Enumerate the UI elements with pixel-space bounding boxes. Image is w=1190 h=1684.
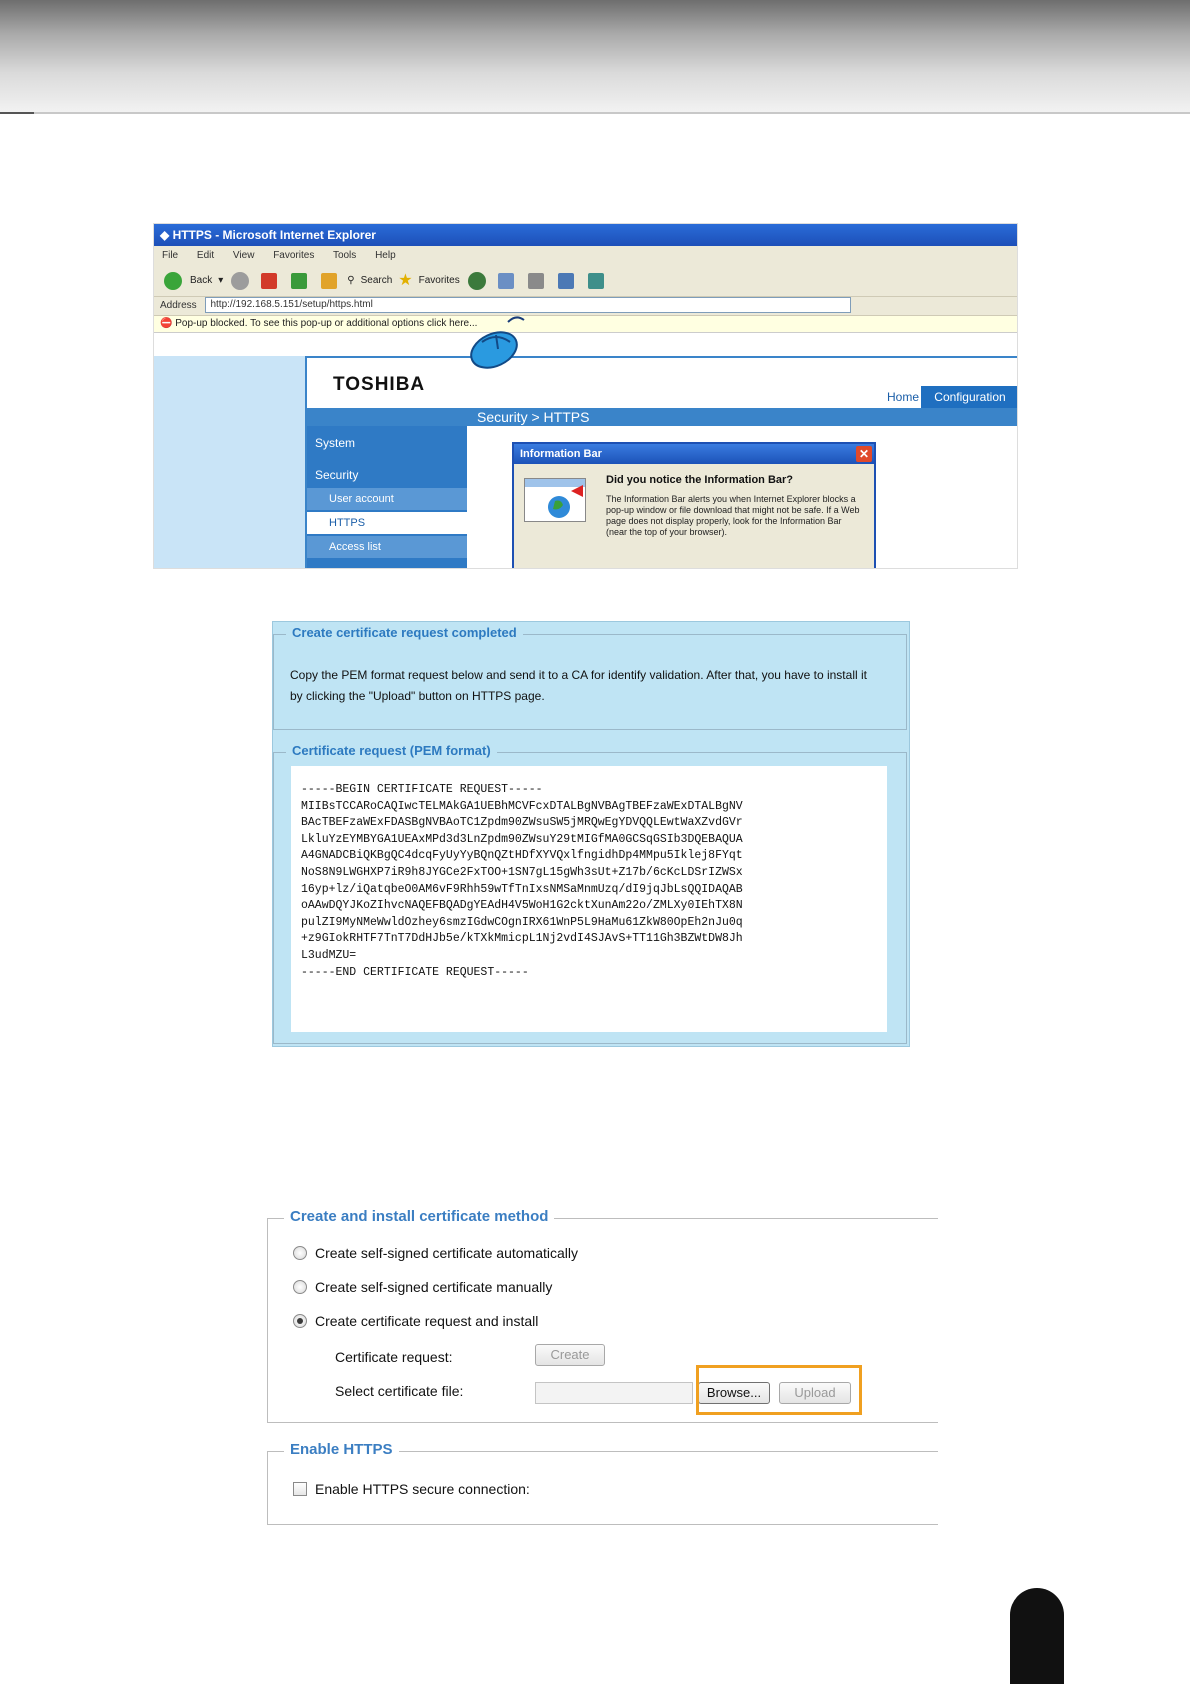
forward-arrow-icon[interactable] [231,272,249,290]
dropdown-arrow-icon[interactable]: ▾ [218,275,224,286]
page-header-band [0,0,1190,114]
option-self-signed-auto[interactable] [293,1245,578,1261]
favorites-button-label[interactable]: Favorites [418,275,460,286]
menu-file[interactable]: File [162,250,179,261]
sidebar [307,426,467,569]
address-label: Address [160,300,197,311]
sidebar-item-access-list[interactable] [307,536,467,558]
menu-edit[interactable]: Edit [196,250,215,261]
enable-https-checkbox[interactable] [293,1482,307,1496]
header-rule [0,112,34,114]
pem-request-textarea[interactable]: -----BEGIN CERTIFICATE REQUEST----- MIIBsTCCARoCAQIwcTELMAkGA1UEBhMCVFcxDTALBgNVBAgTBEFzaWExDTALBgNV BAcTBEFzaWExFDASBgNVBAoTC1Zpdm90ZWsuSW5jMRQwEgYDVQQLEwtWaXZvdGVr LkluYzEYMBYGA1UEAxMPd3d3LnZpdm90ZWsuY29tMIGfMA0GCSqGSIb3DQEBAQUA A4GNADCBiQKBgQC4dcqFyUyYyBQnQZtHDfXYVQxlfngidhDp4MMpu5Iklej8FYqt NoS8N9LWGHXP7iR9h8JYGCe2FxTOO+1SN7gL15gWh3sUt+Z17b/6cKcLDSrIZWSx 16yp+lz/iQatqbeO0AM6vF9Rhh59wTfTnIxsNMSaMnmUzq/dI9jqJbLsQQIDAQAB oAAwDQYJKoZIhvcNAQEFBQADgYEAdH4V5WoH1G2cktXunAm22o/ZMLXy0IEhTX8N pulZI9MyNMeWwldOzhey6smzIGdwCOgnIRX61WnP5L9HaMu61ZkW80OpEh2nJu0q +z9GIokRHTF7TnT7DdHJb5e/kTXkMmicpL1Nj2vdI4SJAvS+TT11Gh3BZWtDW8Jh L3udMZU= -----END CERTIFICATE REQUEST----- [291,766,887,1032]
popup-blocked-icon: ⛔ [160,318,176,329]
breadcrumb [307,408,1018,426]
close-icon[interactable]: ✕ [856,446,872,462]
select-file-label: Select certificate file: [335,1383,464,1399]
search-icon[interactable]: ⚲ [347,275,355,286]
sidebar-item-label: Access list [329,541,381,553]
sidebar-item-label: HTTPS [329,517,366,529]
mail-icon[interactable] [498,273,514,289]
information-bar-illustration-icon [524,478,586,522]
stop-icon[interactable] [261,273,277,289]
page-number-tab [1010,1588,1064,1684]
pem-request-legend: Certificate request (PEM format) [286,743,497,758]
request-completed-legend: Create certificate request completed [286,625,523,640]
home-icon[interactable] [321,273,337,289]
search-button-label[interactable]: Search [360,275,393,286]
enable-https-label[interactable]: Enable HTTPS secure connection: [315,1481,530,1497]
dialog-body [514,464,874,569]
install-method-screenshot [267,1205,937,1524]
nav-home-link[interactable]: Home [886,390,919,404]
back-button-label[interactable]: Back [190,275,213,286]
request-completed-fieldset [273,625,907,730]
messenger-icon[interactable] [588,273,604,289]
radio-self-signed-manual[interactable] [293,1280,307,1294]
refresh-icon[interactable] [291,273,307,289]
sidebar-item-system[interactable]: System [315,436,356,450]
favorites-star-icon[interactable]: ★ [398,272,413,289]
install-method-legend: Create and install certificate method [284,1208,554,1225]
browser-toolbar [154,266,1017,297]
browse-button[interactable]: Browse... [698,1382,770,1404]
menu-help[interactable]: Help [375,250,396,261]
back-arrow-icon[interactable] [164,272,182,290]
upload-button[interactable]: Upload [779,1382,851,1404]
enable-https-legend: Enable HTTPS [284,1441,399,1458]
print-icon[interactable] [528,273,544,289]
request-completed-text: Copy the PEM format request below and send it to a CA for identify validation. After that, you have to install it by clicking the "Upload" button on HTTPS page. [290,668,867,703]
toshiba-logo: TOSHIBA [333,374,426,395]
sidebar-item-user-account[interactable] [307,488,467,510]
option-self-signed-manual-label[interactable]: Create self-signed certificate manually [315,1279,553,1295]
ie-logo-icon: ◆ [160,228,173,242]
mouse-click-icon [468,316,536,372]
browser-menu-bar [154,246,1017,266]
dialog-title-bar [514,444,874,464]
dialog-text: The Information Bar alerts you when Internet Explorer blocks a pop-up window or file download that might not be safe. If a Web page does not display properly, look for the Information Bar (near the top of your browser). [606,494,860,537]
sidebar-item-security[interactable]: Security [315,468,359,482]
browser-title: HTTPS - Microsoft Internet Explorer [172,228,376,242]
menu-view[interactable]: View [232,250,255,261]
sidebar-item-label: User account [329,493,394,505]
edit-icon[interactable] [558,273,574,289]
menu-favorites[interactable]: Favorites [273,250,315,261]
create-button[interactable]: Create [535,1344,605,1366]
option-request-install-label[interactable]: Create certificate request and install [315,1313,539,1329]
address-input[interactable]: http://192.168.5.151/setup/https.html [205,297,851,313]
sidebar-item-https[interactable] [307,512,467,534]
option-self-signed-manual[interactable] [293,1279,552,1295]
cert-request-label: Certificate request: [335,1349,453,1365]
enable-https-option[interactable] [293,1481,530,1497]
information-bar-text[interactable]: Pop-up blocked. To see this pop-up or additional options click here... [175,318,478,329]
option-request-install[interactable] [293,1313,538,1329]
radio-self-signed-auto[interactable] [293,1246,307,1260]
radio-request-install[interactable] [293,1314,307,1328]
breadcrumb-text: Security > HTTPS [477,409,590,425]
option-self-signed-auto-label[interactable]: Create self-signed certificate automatically [315,1245,579,1261]
dialog-heading: Did you notice the Information Bar? [606,474,794,486]
nav-configuration-tab[interactable]: Configuration [921,386,1018,408]
dialog-title: Information Bar [520,448,602,460]
information-bar[interactable] [154,316,1017,333]
browser-screenshot [153,223,1018,569]
browse-upload-highlight [696,1365,862,1415]
information-bar-dialog [512,442,876,569]
history-icon[interactable] [468,272,486,290]
certificate-file-input[interactable] [535,1382,693,1404]
address-bar [154,297,1017,316]
certificate-request-screenshot [272,621,910,1047]
browser-title-bar [154,224,1017,246]
menu-tools[interactable]: Tools [332,250,357,261]
